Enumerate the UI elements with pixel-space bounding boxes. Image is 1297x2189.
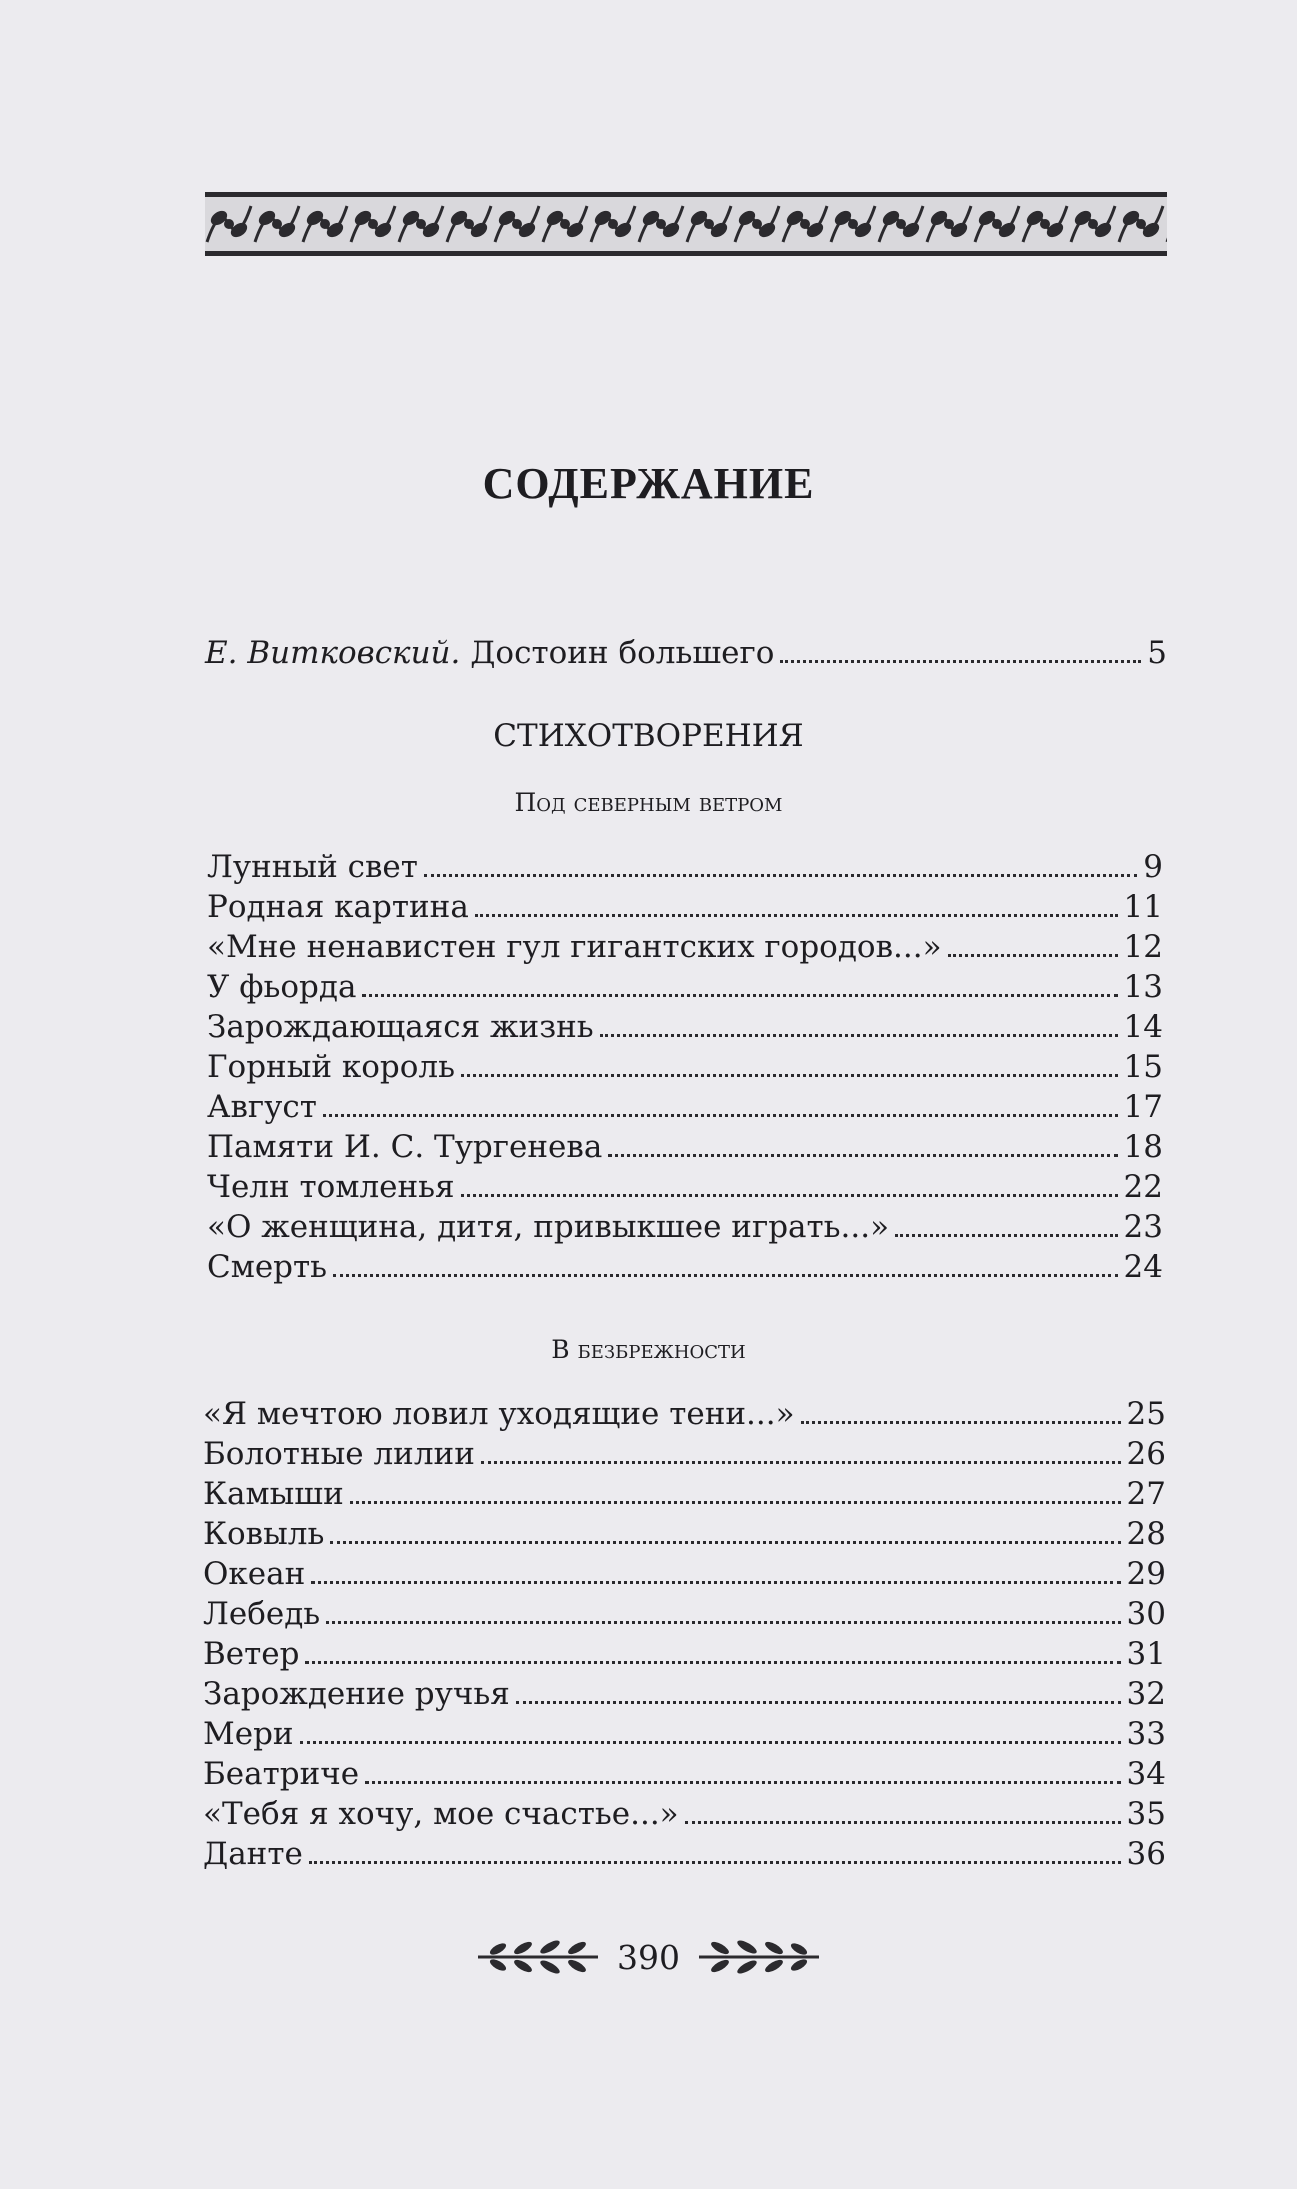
preface-author: Е. Витковский. — [205, 635, 461, 671]
toc-entry-title: Август — [207, 1089, 317, 1125]
dot-leader — [323, 1114, 1118, 1117]
dot-leader — [780, 660, 1141, 663]
dot-leader — [362, 994, 1117, 997]
toc-entry[interactable] — [203, 1635, 1166, 1673]
toc-entry-title: Смерть — [207, 1249, 328, 1285]
toc-entry[interactable] — [207, 1248, 1163, 1286]
toc-entry-page: 29 — [1126, 1556, 1166, 1592]
toc-entry[interactable] — [203, 1555, 1166, 1593]
toc-entry-title: Данте — [203, 1836, 303, 1872]
toc-entry-page: 24 — [1123, 1249, 1163, 1285]
toc-entry-page: 13 — [1123, 969, 1163, 1005]
toc-entry-page: 31 — [1126, 1636, 1166, 1672]
toc-entry[interactable] — [203, 1675, 1166, 1713]
toc-entry-title: У фьорда — [207, 969, 357, 1005]
toc-entry[interactable] — [203, 1395, 1166, 1433]
toc-entry[interactable] — [203, 1715, 1166, 1753]
toc-entry-title: Лебедь — [203, 1596, 321, 1632]
toc-entry-page: 17 — [1123, 1089, 1163, 1125]
toc-entry[interactable] — [207, 848, 1163, 886]
dot-leader — [461, 1074, 1118, 1077]
toc-entry-title: Челн томленья — [207, 1169, 455, 1205]
toc-entry-page: 26 — [1126, 1436, 1166, 1472]
dot-leader — [475, 914, 1118, 917]
page-number: 390 — [617, 1937, 680, 1977]
dot-leader — [424, 874, 1137, 877]
dot-leader — [481, 1461, 1121, 1464]
toc-entry-page: 22 — [1123, 1169, 1163, 1205]
toc-entry[interactable] — [203, 1755, 1166, 1793]
toc-entry-page: 14 — [1123, 1009, 1163, 1045]
toc-entry[interactable] — [203, 1475, 1166, 1513]
dot-leader — [608, 1154, 1117, 1157]
toc-entry-title: Памяти И. С. Тургенева — [207, 1129, 603, 1165]
toc-entry-title: Лунный свет — [207, 849, 418, 885]
dot-leader — [326, 1621, 1120, 1624]
left-sprig-icon — [473, 1935, 603, 1979]
dot-leader — [330, 1541, 1120, 1544]
dot-leader — [685, 1821, 1121, 1824]
toc-entry-title: «О женщина, дитя, привыкшее играть...» — [207, 1209, 890, 1245]
toc-entry-title: Зарождающаяся жизнь — [207, 1009, 594, 1045]
toc-entry[interactable] — [203, 1595, 1166, 1633]
toc-entry-title: Ветер — [203, 1636, 300, 1672]
page-footer — [0, 1932, 1297, 1982]
toc-entry-page: 23 — [1123, 1209, 1163, 1245]
section-heading: СТИХОТВОРЕНИЯ — [493, 718, 804, 754]
toc-entry[interactable] — [207, 1208, 1163, 1246]
dot-leader — [305, 1661, 1120, 1664]
toc-entry-title: Ковыль — [203, 1516, 325, 1552]
toc-entry[interactable] — [207, 1048, 1163, 1086]
toc-entry[interactable] — [203, 1515, 1166, 1553]
toc-entry-page: 18 — [1123, 1129, 1163, 1165]
toc-entry-title: Камыши — [203, 1476, 344, 1512]
toc-entry-title: Горный король — [207, 1049, 455, 1085]
toc-entry[interactable] — [207, 928, 1163, 966]
dot-leader — [600, 1034, 1118, 1037]
toc-entry[interactable] — [207, 1008, 1163, 1046]
toc-entry[interactable] — [207, 1168, 1163, 1206]
toc-entry-title: «Я мечтою ловил уходящие тени...» — [203, 1396, 795, 1432]
toc-entry-page: 9 — [1143, 849, 1163, 885]
preface-title: Достоин большего — [470, 635, 775, 671]
toc-entry-page: 27 — [1126, 1476, 1166, 1512]
toc-entry-page: 28 — [1126, 1516, 1166, 1552]
dot-leader — [300, 1741, 1121, 1744]
toc-entry-title: Океан — [203, 1556, 306, 1592]
toc-entry-page: 30 — [1126, 1596, 1166, 1632]
toc-entry-page: 25 — [1126, 1396, 1166, 1432]
toc-entry[interactable] — [207, 888, 1163, 926]
toc-entry-page: 36 — [1126, 1836, 1166, 1872]
toc-entry-title: «Мне ненавистен гул гигантских городов...» — [207, 929, 942, 965]
toc-entry[interactable] — [203, 1835, 1166, 1873]
toc-entry-title: Зарождение ручья — [203, 1676, 510, 1712]
page-title: СОДЕРЖАНИЕ — [482, 459, 815, 508]
toc-entry[interactable] — [207, 968, 1163, 1006]
toc-entry-title: Мери — [203, 1716, 294, 1752]
toc-entry-page: 15 — [1123, 1049, 1163, 1085]
toc-entry-title: Родная картина — [207, 889, 469, 925]
toc-entry[interactable] — [207, 1128, 1163, 1166]
dot-leader — [461, 1194, 1118, 1197]
dot-leader — [895, 1234, 1117, 1237]
dot-leader — [516, 1701, 1121, 1704]
toc-entry-page: 34 — [1126, 1756, 1166, 1792]
part2-heading: В безбрежности — [551, 1335, 746, 1364]
toc-entry-title: Беатриче — [203, 1756, 360, 1792]
ornamental-border-top — [205, 192, 1167, 256]
toc-entry-page: 12 — [1123, 929, 1163, 965]
toc-entry[interactable] — [207, 1088, 1163, 1126]
toc-entry-title: Болотные лилии — [203, 1436, 475, 1472]
right-sprig-icon — [694, 1935, 824, 1979]
dot-leader — [350, 1501, 1121, 1504]
toc-entry-page: 11 — [1123, 889, 1163, 925]
dot-leader — [801, 1421, 1121, 1424]
dot-leader — [365, 1781, 1120, 1784]
toc-entry-page: 33 — [1126, 1716, 1166, 1752]
toc-entry[interactable] — [203, 1795, 1166, 1833]
preface-page: 5 — [1147, 635, 1167, 671]
toc-entry-page: 35 — [1126, 1796, 1166, 1832]
dot-leader — [311, 1581, 1120, 1584]
dot-leader — [948, 954, 1118, 957]
toc-entry-page: 32 — [1126, 1676, 1166, 1712]
dot-leader — [333, 1274, 1117, 1277]
toc-entry[interactable] — [203, 1435, 1166, 1473]
toc-preface-row[interactable] — [205, 634, 1167, 672]
part1-heading: Под северным ветром — [514, 788, 783, 817]
toc-entry-title: «Тебя я хочу, мое счастье...» — [203, 1796, 679, 1832]
dot-leader — [309, 1861, 1121, 1864]
